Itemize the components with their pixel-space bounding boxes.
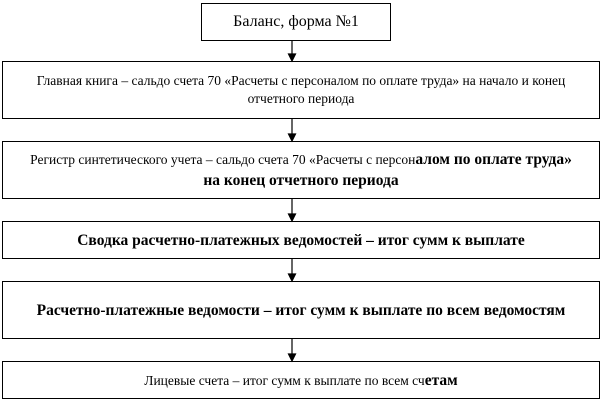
arrow-3-head — [289, 214, 296, 221]
payroll-summary-label: Сводка расчетно-платежных ведомостей – итог сумм к выплате — [77, 231, 525, 249]
arrow-2-head — [289, 134, 296, 141]
synthetic-register-label-part2: алом по оплате труда» на конец отчетного периода — [203, 151, 572, 189]
personal-accounts-label-part1: Лицевые счета – итог сумм к выплате по всем сч — [144, 372, 425, 388]
general-ledger-label: Главная книга – сальдо счета 70 «Расчеты с персоналом по оплате труда» на начало и конец отчетного периода — [36, 73, 566, 106]
arrow-5-head — [289, 354, 296, 361]
synthetic-register-label-part1: Регистр синтетического учета – сальдо счета 70 «Расчеты с персон — [30, 152, 416, 167]
payroll-sheets-label: Расчетно-платежные ведомости – итог сумм к выплате по всем ведомостям — [36, 301, 566, 319]
arrow-1-head — [289, 54, 296, 61]
arrow-4-head — [289, 274, 296, 281]
personal-accounts-label-part2: етам — [424, 371, 458, 389]
balance-form-label: Баланс, форма №1 — [233, 13, 359, 30]
